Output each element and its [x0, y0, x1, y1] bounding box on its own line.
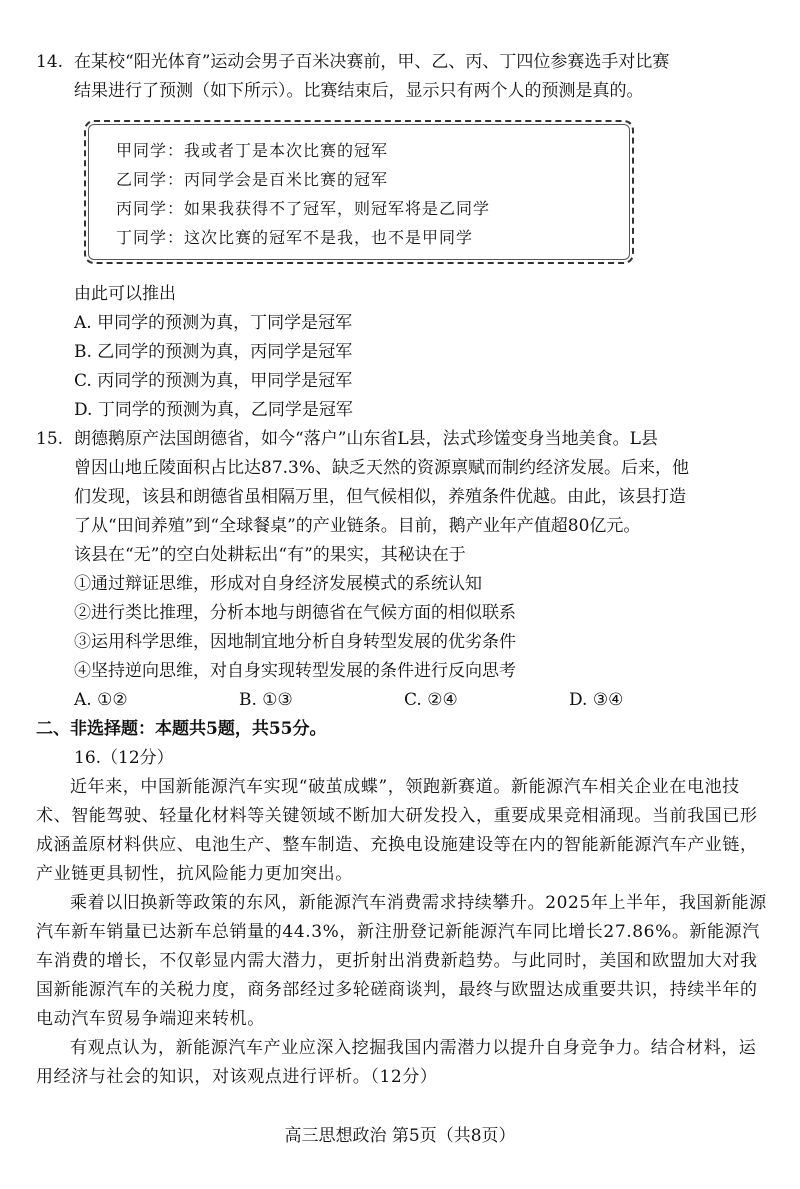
q14-option-d: D. 丁同学的预测为真，乙同学是冠军	[74, 400, 353, 420]
q14-options	[36, 280, 776, 425]
section-2-heading: 二、非选择题：本题共5题，共55分。	[36, 719, 327, 739]
q16-paragraph-3: 有观点认为，新能源汽车产业应深入挖掘我国内需潜力以提升自身竞争力。结合材料，运用经济与社会的知识，对该观点进行评析。（12分）	[36, 1038, 757, 1087]
q15-stem-line-4: 了从“田间养殖”到“全球餐桌”的产业链条。目前，鹅产业年产值超80亿元。	[74, 516, 641, 536]
q15-stem-line-3: 们发现，该县和朗德省虽相隔万里，但气候相似，养殖条件优越。由此，该县打造	[74, 487, 686, 507]
q15-choices	[36, 686, 776, 715]
q15-stem-line-1: 15. 朗德鹅原产法国朗德省，如今“落户”山东省L县，法式珍馐变身当地美食。L县	[36, 425, 776, 454]
q14-option-c: C. 丙同学的预测为真，甲同学是冠军	[74, 371, 353, 391]
prediction-box	[84, 120, 634, 264]
q14-lead: 由此可以推出	[74, 284, 176, 304]
q15-item-4: ④坚持逆向思维，对自身实现转型发展的条件进行反向思考	[74, 661, 516, 681]
q15-item-2: ②进行类比推理，分析本地与朗德省在气候方面的相似联系	[74, 603, 516, 623]
section-2	[36, 715, 776, 773]
q15-choice-b: B. ①③	[239, 690, 293, 710]
page-footer: 高三思想政治 第5页（共8页）	[284, 1126, 516, 1146]
prediction-ding: 丁同学：这次比赛的冠军不是我，也不是甲同学	[116, 228, 474, 247]
question-14	[36, 48, 776, 106]
q15-item-1: ①通过辩证思维，形成对自身经济发展模式的系统认知	[74, 574, 482, 594]
q15-item-3: ③运用科学思维，因地制宜地分析自身转型发展的优劣条件	[74, 632, 516, 652]
q16-paragraph-1: 近年来，中国新能源汽车实现“破茧成蝶”，领跑新赛道。新能源汽车相关企业在电池技术、智能驾驶、轻量化材料等关键领域不断加大研发投入，重要成果竞相涌现。当前我国已形成涵盖原材料供应、电池生产、整车制造、充换电设施建设等在内的智能新能源汽车产业链，产业链更具韧性，抗风险能力更加突出。	[36, 777, 758, 884]
question-16-material	[36, 773, 768, 1092]
q16-header: 16.（12分）	[74, 748, 174, 768]
q15-choice-c: C. ②④	[404, 690, 458, 710]
q15-choice-d: D. ③④	[569, 690, 624, 710]
q14-option-b: B. 乙同学的预测为真，丙同学是冠军	[74, 342, 353, 362]
q14-stem-line-2: 结果进行了预测（如下所示）。比赛结束后，显示只有两个人的预测是真的。	[74, 81, 644, 101]
prediction-list	[116, 136, 490, 252]
q14-number: 14.	[36, 52, 64, 72]
q16-paragraph-2: 乘着以旧换新等政策的东风，新能源汽车消费需求持续攀升。2025年上半年，我国新能源汽车新车销量已达新车总销量的44.3%，新注册登记新能源汽车同比增长27.86%。新能源汽车消费的增长，不仅彰显内需大潜力，更折射出消费新趋势。与此同时，美国和欧盟加大对我国新能源汽车的关税力度，商务部经过多轮磋商谈判，最终与欧盟达成重要共识，持续半年的电动汽车贸易争端迎来转机。	[36, 893, 767, 1029]
prediction-jia: 甲同学：我或者丁是本次比赛的冠军	[116, 141, 389, 160]
q15-stem-line-5: 该县在“无”的空白处耕耘出“有”的果实，其秘诀在于	[74, 545, 466, 565]
q15-choice-a: A. ①②	[74, 690, 128, 710]
question-15	[36, 425, 776, 715]
prediction-bing: 丙同学：如果我获得不了冠军，则冠军将是乙同学	[116, 199, 491, 218]
q15-stem-line-2: 曾因山地丘陵面积占比达87.3%、缺乏天然的资源禀赋而制约经济发展。后来，他	[74, 458, 690, 478]
q14-option-a: A. 甲同学的预测为真，丁同学是冠军	[74, 313, 353, 333]
q14-stem-line-1: 14. 在某校“阳光体育”运动会男子百米决赛前，甲、乙、丙、丁四位参赛选手对比赛	[36, 48, 776, 77]
prediction-yi: 乙同学：丙同学会是百米比赛的冠军	[116, 170, 389, 189]
q15-number: 15.	[36, 429, 64, 449]
